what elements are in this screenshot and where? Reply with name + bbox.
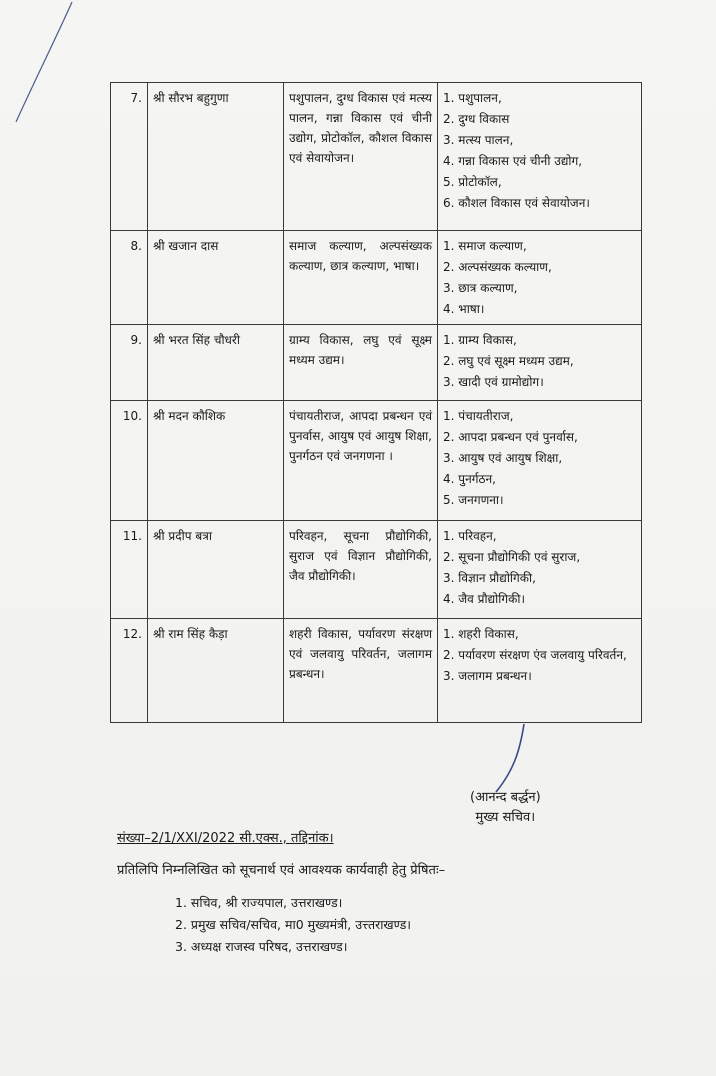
- minister-name: श्री सौरभ बहुगुणा: [148, 83, 284, 231]
- department-summary: ग्राम्य विकास, लघु एवं सूक्ष्म मध्यम उद्यम।: [284, 325, 438, 401]
- copy-recipients-list: [175, 892, 411, 958]
- row-number: 12.: [111, 619, 148, 723]
- department-list: [443, 406, 636, 510]
- signature-block: [470, 788, 541, 828]
- minister-name: श्री खजान दास: [148, 231, 284, 325]
- list-item: 5. जनगणना।: [443, 493, 504, 507]
- list-item: 3. आयुष एवं आयुष शिक्षा,: [443, 451, 563, 465]
- minister-name: श्री राम सिंह कैड़ा: [148, 619, 284, 723]
- list-item: 3. छात्र कल्याण,: [443, 281, 518, 295]
- list-item: 4. भाषा।: [443, 302, 485, 316]
- department-list: [443, 526, 636, 609]
- list-item: 4. जैव प्रौद्योगिकी।: [443, 592, 525, 606]
- department-summary: परिवहन, सूचना प्रौद्योगिकी, सुराज एवं विज्ञान प्रौद्योगिकी, जैव प्रौद्योगिकी।: [284, 521, 438, 619]
- table-row: [111, 83, 642, 231]
- list-item: 1. समाज कल्याण,: [443, 239, 527, 253]
- list-item: 2. पर्यावरण संरक्षण एंव जलवायु परिवर्तन,: [443, 648, 627, 662]
- list-item: 4. पुनर्गठन,: [443, 472, 496, 486]
- minister-name: श्री भरत सिंह चौधरी: [148, 325, 284, 401]
- department-list: [443, 624, 636, 686]
- department-summary: पशुपालन, दुग्ध विकास एवं मत्स्य पालन, गन्ना विकास एवं चीनी उद्योग, प्रोटोकॉल, कौशल विकास एवं सेवायोजन।: [284, 83, 438, 231]
- table-row: [111, 521, 642, 619]
- list-item: 2. सूचना प्रौद्योगिकी एवं सुराज,: [443, 550, 581, 564]
- row-number: 10.: [111, 401, 148, 521]
- signatory-name: (आनन्द बर्द्धन): [470, 790, 541, 805]
- minister-name: श्री प्रदीप बत्रा: [148, 521, 284, 619]
- list-item: 1. पंचायतीराज,: [443, 409, 514, 423]
- row-number: 8.: [111, 231, 148, 325]
- department-list: [443, 236, 636, 319]
- portfolio-allocation-table: [110, 82, 642, 723]
- row-number: 9.: [111, 325, 148, 401]
- department-summary: समाज कल्याण, अल्पसंख्यक कल्याण, छात्र कल्याण, भाषा।: [284, 231, 438, 325]
- list-item: 5. प्रोटोकॉल,: [443, 175, 502, 189]
- list-item: 1. परिवहन,: [443, 529, 497, 543]
- list-item: 3. खादी एवं ग्रामोद्योग।: [443, 375, 544, 389]
- list-item: 2. दुग्ध विकास: [443, 112, 510, 126]
- department-list: [443, 88, 636, 213]
- minister-name: श्री मदन कौशिक: [148, 401, 284, 521]
- list-item: 4. गन्ना विकास एवं चीनी उद्योग,: [443, 154, 583, 168]
- row-number: 7.: [111, 83, 148, 231]
- reference-number: संख्या–2/1/XXI/2022 सी.एक्स., तद्दिनांक।: [117, 831, 334, 846]
- table-row: [111, 619, 642, 723]
- list-item: 1. पशुपालन,: [443, 91, 502, 105]
- department-summary: पंचायतीराज, आपदा प्रबन्धन एवं पुनर्वास, आयुष एवं आयुष शिक्षा, पुनर्गठन एवं जनगणना ।: [284, 401, 438, 521]
- list-item: 6. कौशल विकास एवं सेवायोजन।: [443, 196, 590, 210]
- department-list: [443, 330, 636, 392]
- list-item: 2. प्रमुख सचिव/सचिव, मा0 मुख्यमंत्री, उत्त्तराखण्ड।: [175, 917, 412, 932]
- list-item: 2. आपदा प्रबन्धन एवं पुनर्वास,: [443, 430, 578, 444]
- department-summary: शहरी विकास, पर्यावरण संरक्षण एवं जलवायु परिवर्तन, जलागम प्रबन्धन।: [284, 619, 438, 723]
- list-item: 3. जलागम प्रबन्धन।: [443, 669, 532, 683]
- list-item: 1. सचिव, श्री राज्यपाल, उत्तराखण्ड।: [175, 895, 343, 910]
- list-item: 1. ग्राम्य विकास,: [443, 333, 517, 347]
- row-number: 11.: [111, 521, 148, 619]
- list-item: 2. लघु एवं सूक्ष्म मध्यम उद्यम,: [443, 354, 574, 368]
- list-item: 3. मत्स्य पालन,: [443, 133, 514, 147]
- copy-forwarding-text: प्रतिलिपि निम्नलिखित को सूचनार्थ एवं आवश्यक कार्यवाही हेतु प्रेषितः–: [117, 863, 446, 878]
- list-item: 3. विज्ञान प्रौद्योगिकी,: [443, 571, 536, 585]
- list-item: 1. शहरी विकास,: [443, 627, 519, 641]
- signatory-designation: मुख्य सचिव।: [475, 810, 536, 825]
- table-row: [111, 231, 642, 325]
- list-item: 3. अध्यक्ष राजस्व परिषद, उत्तराखण्ड।: [175, 939, 348, 954]
- table-row: [111, 401, 642, 521]
- table-row: [111, 325, 642, 401]
- list-item: 2. अल्पसंख्यक कल्याण,: [443, 260, 552, 274]
- stray-pen-mark: [0, 0, 80, 130]
